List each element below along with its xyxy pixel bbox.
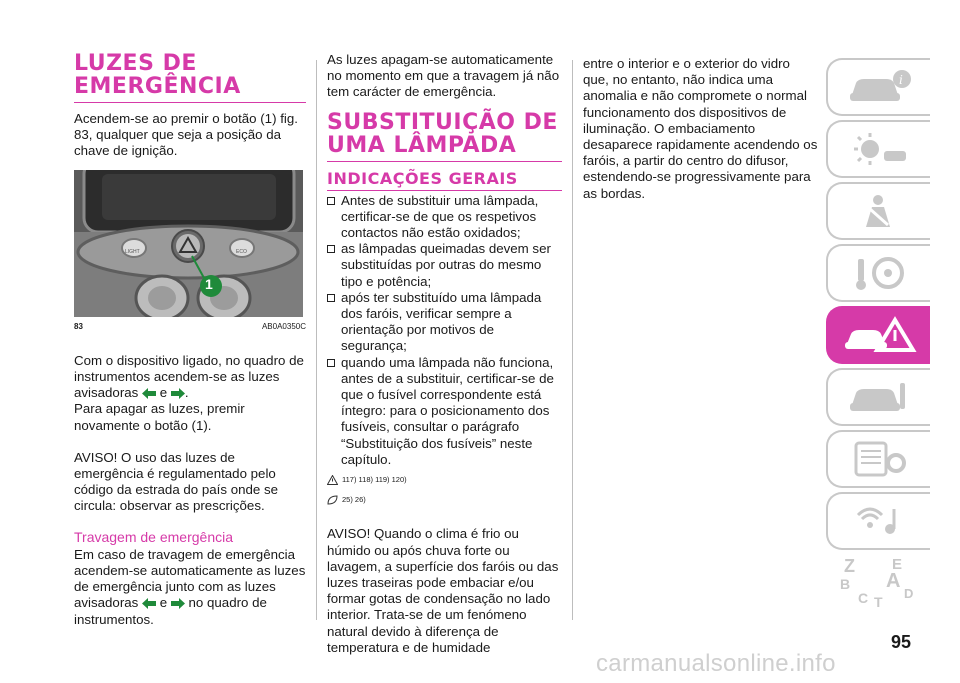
index-icon: Z E B A C T D	[840, 556, 914, 610]
technical-data-icon	[844, 439, 914, 479]
left-turn-arrow-icon	[142, 598, 156, 609]
paragraph-warning-lights: Com o dispositivo ligado, no quadro de instrumentos acendem-se as luzes avisadoras e .	[74, 352, 304, 401]
paragraph-emergency-braking: Em caso de travagem de emergência acendem-se automaticamente as luzes de emergência junto com as luzes avisadoras e no quadro de instrumentos.	[74, 546, 306, 627]
tab-safety[interactable]	[826, 182, 930, 240]
bullet-square-icon	[327, 197, 335, 205]
warning-references: 117) 118) 119) 120)	[327, 472, 562, 488]
column-divider-1	[316, 60, 317, 620]
left-turn-arrow-icon	[142, 388, 156, 399]
dashboard-lights-icon	[844, 129, 914, 169]
figure-83	[74, 170, 303, 317]
column-2	[327, 52, 562, 666]
subtitle-general-indications: INDICAÇÕES GERAIS	[327, 170, 562, 191]
figure-caption	[74, 319, 306, 335]
column-3	[583, 56, 818, 212]
page-number: 95	[891, 632, 912, 652]
tab-starting-driving[interactable]	[826, 244, 930, 302]
column-divider-2	[572, 60, 573, 620]
subtitle-emergency-braking: Travagem de emergência	[74, 528, 234, 545]
tab-technical-data[interactable]	[826, 430, 930, 488]
safety-airbag-icon	[844, 191, 914, 231]
tab-dashboard-lights[interactable]	[826, 120, 930, 178]
tab-car-info[interactable]	[826, 58, 930, 116]
tab-multimedia[interactable]	[826, 492, 930, 550]
paragraph-switch-off: Para apagar as luzes, premir novamente o botão (1).	[74, 401, 245, 433]
tab-index[interactable]	[826, 554, 930, 614]
bullet-square-icon	[327, 294, 335, 302]
paragraph-condensation: AVISO! Quando o clima é frio ou húmido ou após chuva forte ou lavagem, a superfície dos faróis ou das luzes traseiras pode embaciar e/ou formar gotas de condensação no lado interior. Trata-se de um fenómeno natural devido à diferença de temperatura e de humidade	[327, 526, 559, 655]
emergency-warning-icon	[841, 314, 917, 356]
intro-paragraph: Acendem-se ao premir o botão (1) fig. 83, qualquer que seja a posição da chave de ignição.	[74, 111, 298, 159]
list-item: quando uma lâmpada não funciona, antes de a substituir, certificar-se de que o fusível correspondente está íntegro: para o posicionamento dos fusíveis, consultar o parágrafo “Substituição dos fusíveis” neste capítulo.	[327, 355, 562, 468]
button-label-eco: ECO	[236, 248, 247, 255]
environment-references: 25) 26)	[327, 492, 562, 508]
svg-text:i: i	[899, 73, 903, 87]
list-item: Antes de substituir uma lâmpada, certificar-se de que os respetivos contactos não estão oxidados;	[327, 193, 562, 242]
dashboard-photo	[74, 170, 303, 317]
list-item: após ter substituído uma lâmpada dos faróis, verificar sempre a orientação por motivos de segurança;	[327, 290, 562, 355]
watermark: carmanualsonline.info	[596, 650, 836, 677]
right-turn-arrow-icon	[171, 598, 185, 609]
figure-number: 83	[74, 321, 83, 331]
tab-maintenance[interactable]	[826, 368, 930, 426]
paragraph-condensation-continued: entre o interior e o exterior do vidro que, no entanto, não indica uma anomalia e não compromete o normal funcionamento dos dispositivos de iluminação. O embaciamento desaparece rapidamente acendendo os faróis, a partir do centro do difusor, estendendo-se progressivamente para as bordas.	[583, 56, 818, 201]
right-turn-arrow-icon	[171, 388, 185, 399]
section-title-emergency-lights: LUZES DE EMERGÊNCIA	[74, 52, 306, 103]
key-steering-wheel-icon	[844, 253, 914, 293]
multimedia-icon	[844, 501, 914, 541]
list-item: as lâmpadas queimadas devem ser substituídas por outras do mesmo tipo e potência;	[327, 241, 562, 290]
figure-code: AB0A0350C	[261, 321, 306, 331]
button-label-light: LIGHT	[125, 248, 140, 255]
paragraph-warning-law: AVISO! O uso das luzes de emergência é regulamentado pelo código da estrada do país onde se circula: observar as prescrições.	[74, 449, 279, 514]
figure-callout-1: 1	[205, 275, 213, 292]
bullet-square-icon	[327, 245, 335, 253]
tab-emergency[interactable]	[826, 306, 930, 364]
paragraph-lights-off: As luzes apagam-se automaticamente no momento em que a travagem já não tem carácter de emergência.	[327, 52, 560, 100]
column-1	[74, 52, 306, 638]
environment-leaf-icon	[327, 495, 338, 505]
car-maintenance-icon	[844, 377, 914, 417]
car-info-icon	[844, 67, 914, 107]
section-title-bulb-replacement: SUBSTITUIÇÃO DE UMA LÂMPADA	[327, 111, 562, 162]
chapter-tabs	[826, 58, 930, 618]
warning-triangle-icon	[327, 475, 338, 485]
bullet-square-icon	[327, 359, 335, 367]
